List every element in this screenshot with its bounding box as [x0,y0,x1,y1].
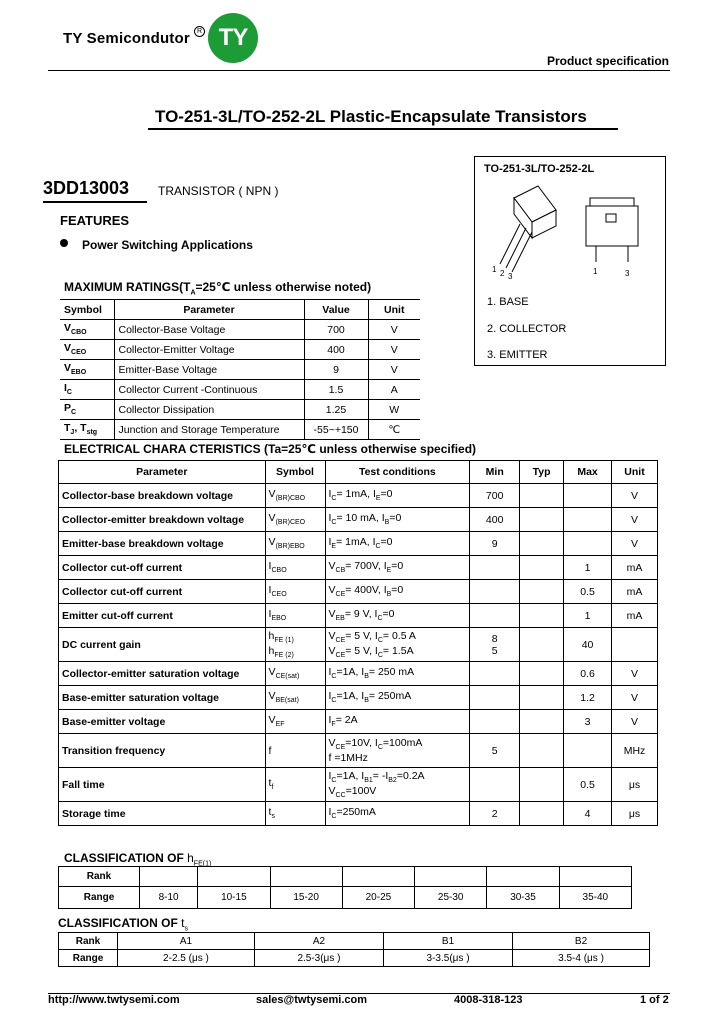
ec-parameter: Collector-base breakdown voltage [59,484,266,508]
rating-unit: W [389,403,400,416]
ec-symbol: $V_{BE(sat)}$ [265,686,325,710]
rating-value: 9 [304,360,368,380]
ec-header-conditions: Test conditions [325,461,470,484]
ec-row [59,532,658,556]
product-specification-label: Product specification [546,54,669,68]
ec-typ [520,556,564,580]
range-cell: 30-35 [487,887,559,909]
pin-label-base: 1. BASE [487,296,529,308]
ec-parameter: Emitter-base breakdown voltage [59,532,266,556]
range-cell: 25-30 [415,887,487,909]
electrical-table [58,460,658,826]
ec-symbol: $V_{(BR)CBO}$ [265,484,325,508]
header-parameter: Parameter [114,300,304,320]
ec-unit: μs [612,802,658,826]
ec-unit: mA [612,556,658,580]
ec-typ [520,710,564,734]
model-underline [43,201,147,203]
ec-header-parameter: Parameter [59,461,266,484]
title-underline [148,128,618,130]
package-title: TO-251-3L/TO-252-2L [484,163,595,175]
ec-header-typ: Typ [520,461,564,484]
bullet-icon [60,239,68,247]
rating-value: -55~+150 [304,420,368,440]
range-cell: 8-10 [140,887,198,909]
ec-unit: mA [612,580,658,604]
registered-mark: R [194,26,205,37]
max-rating-row [60,380,420,400]
ec-min [470,710,520,734]
pin-number-a3: 3 [508,272,513,280]
range-cell: 15-20 [270,887,342,909]
ec-row [59,556,658,580]
ec-conditions: $V_{CE}=10V$, $I_C=100mA$ f =1MHz [325,734,470,768]
ec-min [470,662,520,686]
ec-min: 9 [470,532,520,556]
ec-row [59,580,658,604]
ec-row [59,662,658,686]
ec-typ [520,484,564,508]
ec-min [470,604,520,628]
ec-conditions: $I_E= 1mA$, $I_C=0$ [325,532,470,556]
header-divider [48,70,670,71]
rank-cell: B2 [513,933,650,950]
ec-row [59,686,658,710]
ec-conditions: $I_C=1A$, $I_{B1}= -I_{B2}=0.2A$ $V_{CC}=100V$ [325,768,470,802]
rank-cell [559,867,631,887]
ec-typ [520,768,564,802]
ec-min: 700 [470,484,520,508]
ec-header-min: Min [470,461,520,484]
ec-header-symbol: Symbol [265,461,325,484]
max-rating-row [60,420,420,440]
footer-website-link[interactable]: http://www.twtysemi.com [48,994,180,1006]
class-hfe-title: CLASSIFICATION OF $h_{FE(1)}$ [64,851,212,868]
ec-max: 1 [564,556,612,580]
ec-symbol: f [265,734,325,768]
ec-symbol: $V_{EF}$ [265,710,325,734]
range-cell: 35-40 [559,887,631,909]
class-ts-title: CLASSIFICATION OF $t_s$ [58,916,188,933]
rating-unit: ℃ [388,423,401,436]
rank-cell [270,867,342,887]
rank-cell [415,867,487,887]
ec-row [59,628,658,662]
ec-symbol: $I_{CBO}$ [265,556,325,580]
ec-min [470,556,520,580]
ec-parameter: Fall time [59,768,266,802]
header-unit: Unit [384,303,405,316]
rank-cell: A1 [118,933,255,950]
max-rating-row [60,320,420,340]
rating-parameter: Junction and Storage Temperature [114,420,304,440]
range-label: Range [59,887,140,909]
ec-max [564,484,612,508]
ec-parameter: Base-emitter voltage [59,710,266,734]
ec-typ [520,508,564,532]
rating-value: 400 [304,340,368,360]
ec-symbol: $t_s$ [265,802,325,826]
range-cell: 2.5-3(μs ) [254,950,383,967]
ec-conditions: $I_C=250mA$ [325,802,470,826]
ec-conditions: $I_F= 2A$ [325,710,470,734]
ec-symbol: $I_{EBO}$ [265,604,325,628]
ec-symbol: $V_{(BR)EBO}$ [265,532,325,556]
pin-number-a2: 2 [500,269,505,278]
ec-header-max: Max [564,461,612,484]
ec-header-unit: Unit [612,461,658,484]
ec-max [564,532,612,556]
ec-row [59,734,658,768]
max-rating-row [60,400,420,420]
ec-parameter: Emitter cut-off current [59,604,266,628]
rating-value: 700 [304,320,368,340]
model-description: TRANSISTOR ( NPN ) [158,184,279,198]
footer-page-number: 1 of 2 [640,994,669,1006]
ec-conditions: $I_C= 10$ mA, $I_B=0$ [325,508,470,532]
ec-symbol: $V_{(BR)CEO}$ [265,508,325,532]
package-drawing [486,180,656,280]
rating-parameter: Collector Dissipation [114,400,304,420]
ec-parameter: Transition frequency [59,734,266,768]
rating-symbol: $V_{EBO}$ [60,360,114,380]
ec-row [59,710,658,734]
rank-cell [198,867,270,887]
ec-typ [520,532,564,556]
rank-cell: A2 [254,933,383,950]
ec-min [470,686,520,710]
to252-package-icon [586,198,638,278]
rating-parameter: Emitter-Base Voltage [114,360,304,380]
ec-unit: mA [612,604,658,628]
ec-typ [520,734,564,768]
ec-conditions: $I_C= 1mA$, $I_E=0$ [325,484,470,508]
document-title: TO-251-3L/TO-252-2L Plastic-Encapsulate Transistors [155,107,587,126]
ec-min: 400 [470,508,520,532]
rating-symbol: $V_{CEO}$ [60,340,114,360]
ec-max [564,734,612,768]
ec-typ [520,686,564,710]
max-rating-row [60,340,420,360]
ec-max: 0.5 [564,768,612,802]
rating-symbol: $P_C$ [60,400,114,420]
rating-parameter: Collector Current -Continuous [114,380,304,400]
ec-unit: V [612,484,658,508]
max-ratings-table [60,299,420,440]
ec-conditions: $I_C=1A$, $I_B= 250$ mA [325,662,470,686]
pin-number-b1: 1 [593,267,598,276]
ec-row [59,802,658,826]
rank-cell [140,867,198,887]
rank-cell [342,867,414,887]
rating-unit: A [390,383,398,396]
ec-max: 0.5 [564,580,612,604]
header-value: Value [304,300,368,320]
ec-max: 1 [564,604,612,628]
ec-unit: μs [612,768,658,802]
max-rating-row [60,360,420,380]
range-cell: 2-2.5 (μs ) [118,950,255,967]
ec-typ [520,604,564,628]
ec-conditions: $V_{CB}= 700V$, $I_E=0$ [325,556,470,580]
ec-typ [520,802,564,826]
class-ts-table [58,932,650,967]
ec-symbol: $V_{CE(sat)}$ [265,662,325,686]
ec-unit: V [612,508,658,532]
to251-package-icon [492,186,556,280]
rating-symbol: $V_{CBO}$ [60,320,114,340]
range-cell: 3-3.5(μs ) [383,950,512,967]
ec-parameter: DC current gain [59,628,266,662]
footer-phone: 4008-318-123 [454,994,523,1006]
rank-label: Rank [59,933,118,950]
ec-typ [520,662,564,686]
ec-typ [520,628,564,662]
feature-item: Power Switching Applications [82,238,253,252]
ec-parameter: Collector cut-off current [59,580,266,604]
ec-unit: V [612,710,658,734]
ec-unit: V [612,686,658,710]
ec-max: 40 [564,628,612,662]
rating-parameter: Collector-Base Voltage [114,320,304,340]
ec-min: 8 5 [470,628,520,662]
rating-parameter: Collector-Emitter Voltage [114,340,304,360]
ec-conditions: $V_{CE}= 5$ V, $I_C= 0.5$ A $V_{CE}= 5$ V, $I_C= 1.5A$ [325,628,470,662]
ty-logo: TY [208,13,258,63]
pin-label-emitter: 3. EMITTER [487,349,548,361]
ec-parameter: Base-emitter saturation voltage [59,686,266,710]
ec-max: 4 [564,802,612,826]
ec-unit [612,628,658,662]
ec-parameter: Collector cut-off current [59,556,266,580]
ec-min [470,580,520,604]
ec-unit: V [612,662,658,686]
rating-value: 1.25 [304,400,368,420]
rating-unit: V [390,323,398,336]
ec-min: 2 [470,802,520,826]
ec-row [59,604,658,628]
ec-symbol: $I_{CEO}$ [265,580,325,604]
max-ratings-title: MAXIMUM $RATINGS(T_A=25℃$ unless otherwise noted) [64,280,372,297]
rating-unit: V [390,343,398,356]
ec-parameter: Collector-emitter saturation voltage [59,662,266,686]
ec-conditions: $V_{EB}= 9$ V, $I_C=0$ [325,604,470,628]
ec-row [59,484,658,508]
range-label: Range [59,950,118,967]
rating-value: 1.5 [304,380,368,400]
range-cell: 10-15 [198,887,270,909]
class-hfe-table [58,866,632,909]
footer-email-link[interactable]: sales@twtysemi.com [256,994,367,1006]
ec-row [59,768,658,802]
brand-name: TY Semicondutor [63,30,190,47]
rating-unit: V [390,363,398,376]
model-number: 3DD13003 [43,178,130,198]
rating-symbol: $T_J$, $T_{stg}$ [60,420,114,440]
rank-cell [487,867,559,887]
ec-max: 3 [564,710,612,734]
ec-min [470,768,520,802]
ec-symbol: $h_{FE (1)}$ $h_{FE (2)}$ [265,628,325,662]
ec-conditions: $V_{CE}= 400V$, $I_B=0$ [325,580,470,604]
rank-cell: B1 [383,933,512,950]
rank-label: Rank [59,867,140,887]
electrical-title: ELECTRICAL CHARA CTERISTICS (Ta=25℃ unless otherwise specified) [64,442,477,456]
ec-symbol: $t_f$ [265,768,325,802]
pin-number-a1: 1 [492,265,497,274]
ec-unit: V [612,532,658,556]
ec-conditions: $I_C=1A$, $I_B= 250mA$ [325,686,470,710]
ec-unit: MHz [612,734,658,768]
ec-max: 1.2 [564,686,612,710]
header-symbol: Symbol [60,300,114,320]
ec-row [59,508,658,532]
range-cell: 20-25 [342,887,414,909]
rating-symbol: $I_C$ [60,380,114,400]
pin-label-collector: 2. COLLECTOR [487,323,567,335]
ec-max [564,508,612,532]
ec-typ [520,580,564,604]
ec-min: 5 [470,734,520,768]
features-heading: FEATURES [60,213,130,228]
ec-parameter: Collector-emitter breakdown voltage [59,508,266,532]
range-cell: 3.5-4 (μs ) [513,950,650,967]
ec-max: 0.6 [564,662,612,686]
pin-number-b3: 3 [625,269,630,278]
ec-parameter: Storage time [59,802,266,826]
